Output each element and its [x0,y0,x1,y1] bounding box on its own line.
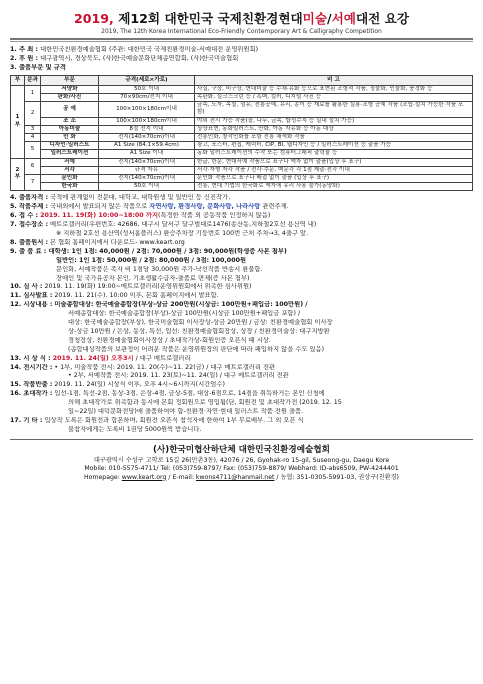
table-row: 2부 6 서예 전지(140×70cm)이내 한글, 한문, 현대서예 작품으로 표구나 액자 없이 출품(입상 후 표구) [11,158,473,166]
section-exhibition-line: • 2부, 서예작품 전시: 2019. 11. 23(토)~11. 24(일) / 대구 메트로갤러리 전관 [68,372,289,380]
section-invited-artist: 16. 초대작가 : 입선-1점, 특선-2점, 동상-3점, 은상-4점, 금상-5점, 대상-6점으로, 14점을 취득하거는 본인 신청에 [10,390,325,398]
table-row: 일러스트레이션 A1 Size 이내 동화 일러스트레이션의 수작 또는 컴퓨터그래픽 출력물 등 [11,150,473,158]
section-application: 8. 출품원서 : 본 협회 홈페이지에서 다운로드- www.keart.org [10,238,185,246]
table-row: 1부 1 서양화 50호 이내 사실, 구상, 비구상, 현대미술 등 수채·유화 등으로 표현된 조형적 작품, 정물화, 인물화, 풍경화 등 [11,85,473,93]
table-row: 서각 규격 자유 서각·자형 자각 작품 / 전각·추문, 백문각 각 1점 제출·전각 이내 [11,166,473,174]
table-header-cell: 비 고 [195,75,473,85]
table-header-cell: 부문 [41,75,99,85]
footer-contact: Mobile: 010-5575-4711/ Tel: (053)759-8797/ Fax: (053)759-8879/ Webhard: ID-abs6509, PW-4244401 [84,465,399,473]
title-highlight-art: 미술 [302,11,328,26]
title-slash: / [327,11,332,26]
section-awards-line: 대상: 한국예술총합장(부상), 한국미술협회 이사장상-상금 20만원 / 금상: 친환경예술협회 이사장 [68,319,333,327]
section-awards-line: (총합대상작품의 보관정이 어려운 작품은 운영위원장의 판단에 따라 패입하지 않을 수도 있음) [68,345,325,353]
section-fee: 9. 출 품 료 : 대학생: 1인 1점: 40,000원 / 2점: 70,000원 / 3점: 90,000원(학생증 사본 첨부) [10,247,287,255]
table-row: 한국화 50호 이내 전통, 현대 기법의 한국화로 액자에 유리 사용 불가(동양화) [11,183,473,191]
section-return: 15. 작품반출 : 2019. 11. 24(일) 시상식 이후, 오후 4시~6시까지(시간엄수) [10,381,225,389]
section-fee-note: 문인화, 서예작품은 족자 비 1점당 30,000원 추가-낙선작품 반송시 환불함. [56,265,263,273]
section-judging: 10. 심 사 : 2019. 11. 19(화) 19:00~메트로갤러리(운영위원회에서 위촉한 심사위원) [10,283,252,291]
page-title [10,8,473,27]
section-exhibition: 14. 전시기간 : • 1부, 미술작품 전시: 2019. 11. 20(수)~11. 22(금) / 대구 메트로갤러리 전관 [10,363,276,371]
category-table [10,75,473,192]
section-host: 1. 주 최 : 대한민국친환경예술협회 (주관: 대한민국 국제친환경미술-서예대전 운영위원회) [10,46,259,53]
table-header-row [11,75,473,85]
table-header-cell: 규격(세로×가로) [99,75,195,85]
section-eligibility: 4. 출품자격 : 국적에 관계없이 전문대, 대학교, 대학원생 및 일반인 등 신진작가. [10,194,231,202]
section-awards-line: 상-상금 10만원 / 은상, 동상, 특선, 입선: 친환경예술협회장상, 상장 / 친환경미술상: 대구지방환 [68,327,330,335]
section-fee-exempt: 장애인 및 국가유공자 본인, 기초생활수급자-출품료 면제(증 사본 첨부) [56,274,250,282]
title-main: 제12회 대한민국 국제친환경현대 [113,11,303,26]
section-sponsor: 2. 후 원 : 대구광역시, 경상북도, (사)한국예술문화단체총연합회, (사)한국미술협회 [10,54,239,62]
title-year: 2019, [73,11,114,26]
title-divider [10,38,473,42]
footer-web: Homepage: www.keart.org / E-mail: kwons4711@hanmail.net / 농협: 351-0305-5991-03, 권상구(친환경) [84,473,399,481]
section-fee-general: 일반인: 1인 1점: 50,000원 / 2점: 80,000원 / 3점: 100,000원 [56,256,247,264]
email-link[interactable]: kwons4711@hanmail.net [195,473,275,481]
section-awards-line: 서예총합대상: 한국예술총합장(부상)-상금 100만원(시상금 100만원+패입금 포함) / [68,310,301,318]
table-row: 4 민 화 전지(140×70cm)이내 전통민화, 창작민화를 포함 전통 채색화 작품 [11,133,473,141]
table-row: 3 아동미술 8절 전지 이내 상상표현, 동화일러스트, 만화, 아동 자유화 등 아동 대상 [11,125,473,133]
footer-divider [10,439,473,440]
section-venue-note: ※ 지하철 2호선 용산역(성서홈플러스) 환승주차장 기둥번호 100번 근처 주차→3, 4출구 앞. [56,229,309,237]
section-etc-line: 불참자에게는 도록비 1권당 5000원씩 받습니다. [68,425,202,433]
table-row: 조 소 100×100×180cm이내 야외 전시 가능 작품(돌, 나무, 금속, 합성수지 등 실내 설치 가능) [11,117,473,125]
section-etc: 17. 기 타 : 입상작 도록은 회원전과 합본하며, 회원전 오픈식 참석자에 한하여 1부 무료배부. 그 외 오픈 식 [10,417,304,425]
page-subtitle: 2019, The 12th Korea International Eco-Friendly Contemporary Art & Calligraphy Competition [101,28,382,35]
section-venue: 7. 접수장소 : 메트로갤러리(우편번호: 42686, 대구시 달서구 달구벌대로1476(송산동,지하철2호선 용산역 내) [10,221,317,229]
group-label-part2: 2부 [11,158,25,191]
footer-organization: (사)한국미협산하단체 대한민국친환경예술협회 [153,444,330,455]
table-row: 2 공 예 100×100×180cm이내 금속, 도자, 목칠, 섬유, 전통공예, 유리, 종이 등 재료를 활용한 실용·조형 공예 작품 (조립·설치 가능한 작품 포함) [11,102,473,117]
section-announcement: 11. 심사발표 : 2019. 11. 21(수). 10:00 이후, 본회 홈페이지에서 발표함. [10,292,219,300]
group-label-part1: 1부 [11,85,25,158]
section-theme: 5. 작품주제 : 국내외에서 발표되지 않은 작품으로 자연사랑, 환경사랑, 문화사랑, 나라사랑 관련주제. [10,203,289,211]
section-awards-line: 경청장상, 친환경예술협회이사장상 / 초대작가상-회원인증 오픈식 때 시상. [68,336,271,344]
section-reception: 6. 접 수 : 2019. 11. 19(화) 10:00~18:00 까지(특정한 작품 외 공동작품 인정하지 않음) [10,212,271,220]
table-row: 7 문인화 전지(140×70cm)이내 문인화 작품으로 표구나 배접 없이 출품 (입상 후 표구) [11,174,473,182]
title-end: 대전 요강 [355,11,410,26]
section-categories-heading: 3. 출품부문 및 규격 [10,63,66,71]
table-header-cell: 부 [11,75,25,85]
section-awards: 12. 시상내용 : 미술총합대상: 한국예술총합장(부상-상금 200만원(시상금: 100만원+패입금: 100만원) / [10,301,308,309]
table-row: 판화/사진 70×90cm/전지 이내 목판화, 실크스크린 등 / 흑백, 컬러, 디지털 사진 등 [11,93,473,101]
section-ceremony: 13. 시 상 식 : 2019. 11. 24(일) 오후3시 / 대구 메트로갤러리 [10,354,191,362]
footer-address: 대구광역시 수성구 고학로 15길 26(만촌3동), 42076 / 26, Gyohak-ro 15-gil, Suseong-gu, Daegu Kore [93,456,390,464]
homepage-link[interactable]: www.keart.org [121,473,167,481]
table-header-cell: 분과 [25,75,41,85]
title-highlight-calligraphy: 서예 [331,11,356,26]
section-invited-line: 의해 초대작가로 위촉함과 동시에 본회 정회원으로 영입됨(단, 회원전 및 초대작가전 (2019. 12. 15 [68,399,342,407]
section-invited-line: 일~22일) 대덕문화전당)에 출품하여야 함-친환경·자연·현대 일러스트 작품 전원 출품. [68,408,304,416]
table-row: 5 디자인·일러스트 A1 Size (84.1×59.4cm) 광고, 포스터, 편집, 캐릭터, CIP, BI, 웹디자인 등 / 일러스트레이션 등 출품 가능 [11,142,473,150]
